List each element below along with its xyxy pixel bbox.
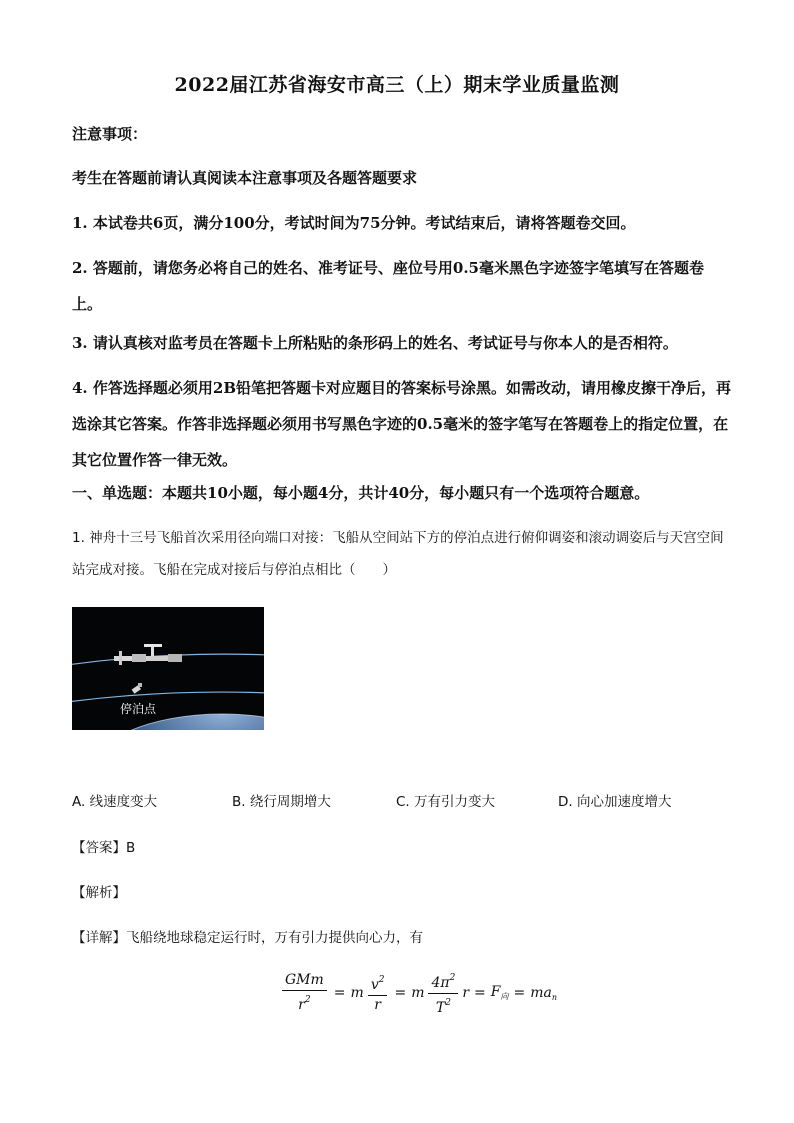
fraction-gmm-r2: $\frac{\text{GMm}}{r^2}$ [282,972,327,1014]
notice-item-2: 2. 答题前，请您务必将自己的姓名、准考证号、座位号用0.5毫米黑色字迹签字笔填写在答题卷上。 [72,259,704,313]
notice-item-1: 1. 本试卷共6页，满分100分，考试时间为75分钟。考试结束后，请将答题卷交回。 [72,214,636,232]
figure-label: 停泊点 [120,702,157,716]
analysis-heading: 【解析】 [72,885,126,901]
page-title: 2022届江苏省海安市高三（上）期末学业质量监测 [174,74,620,96]
option-a[interactable]: A. 线速度变大 [72,794,158,810]
detail-text: 【详解】飞船绕地球稳定运行时，万有引力提供向心力，有 [72,930,423,946]
notice-item-3: 3. 请认真核对监考员在答题卡上所粘贴的条形码上的姓名、考试证号与你本人的是否相符。 [72,334,678,352]
answer-line: 【答案】B [72,840,136,856]
question-1-stem: 1. 神舟十三号飞船首次采用径向端口对接：飞船从空间站下方的停泊点进行俯仰调姿和滚动调姿后与天宫空间站完成对接。飞船在完成对接后与停泊点相比（ ） [72,530,724,578]
option-d[interactable]: D. 向心加速度增大 [558,794,672,810]
section-heading: 一、单选题：本题共10小题，每小题4分，共计40分，每小题只有一个选项符合题意。 [72,484,650,502]
notice-intro: 考生在答题前请认真阅读本注意事项及各题答题要求 [72,169,418,187]
option-c[interactable]: C. 万有引力变大 [396,794,496,810]
space-station-image [72,607,264,730]
question-1-options [72,790,732,816]
gravity-formula: $\frac{\text{GMm}}{r^2}$ = m $\frac{v^2}{r}$ = m $\frac{4\pi^2}{T^2}$ r = $F_向$ = $ma_n$ [280,968,557,1018]
notice-item-4: 4. 作答选择题必须用2B铅笔把答题卡对应题目的答案标号涂黑。如需改动，请用橡皮擦干净后，再选涂其它答案。作答非选择题必须用书写黑色字迹的0.5毫米的签字笔写在答题卷上的指定位置，在其它位置作答一律无效。 [72,379,732,469]
docking-figure [72,607,264,730]
fraction-4pi2-t2: $\frac{4\pi^2}{T^2}$ [428,970,458,1017]
option-b[interactable]: B. 绕行周期增大 [232,794,331,810]
fraction-v2-r: $\frac{v^2}{r}$ [368,972,388,1014]
notice-heading: 注意事项： [72,125,148,143]
